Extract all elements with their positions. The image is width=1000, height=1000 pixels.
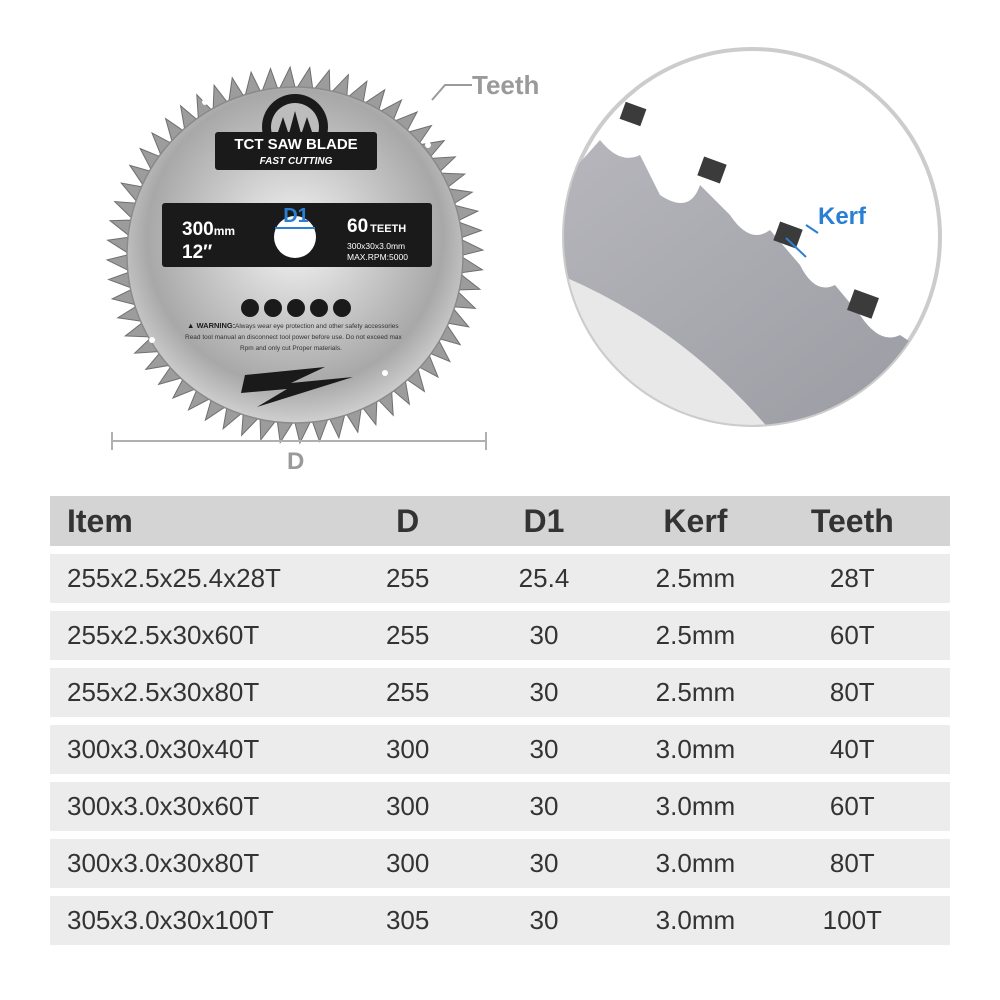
blade-subtitle: FAST CUTTING [259, 156, 333, 167]
cell-kerf: 2.5mm [636, 611, 754, 660]
cell-d1: 30 [452, 896, 636, 945]
cell-item: 255x2.5x30x80T [50, 668, 364, 717]
header-kerf: Kerf [636, 496, 754, 546]
cell-kerf: 3.0mm [636, 896, 754, 945]
table-header-row [50, 496, 950, 546]
kerf-callout-label: Kerf [818, 203, 867, 230]
cell-d: 255 [364, 554, 452, 603]
teeth-pointer [430, 75, 475, 105]
diameter-inch: 12″ [182, 242, 213, 263]
rpm-line: MAX.RPM:5000 [347, 252, 408, 262]
header-d: D [364, 496, 452, 546]
expansion-slot [202, 99, 208, 105]
cell-d1: 30 [452, 725, 636, 774]
cell-kerf: 3.0mm [636, 839, 754, 888]
cell-item: 305x3.0x30x100T [50, 896, 364, 945]
cell-teeth: 40T [755, 725, 950, 774]
expansion-slot [425, 142, 431, 148]
cell-d: 305 [364, 896, 452, 945]
table-row [50, 896, 950, 945]
product-illustration [0, 0, 1000, 490]
cell-d1: 30 [452, 611, 636, 660]
cell-kerf: 2.5mm [636, 668, 754, 717]
table-row [50, 611, 950, 660]
saw-blade-image [95, 55, 495, 455]
header-item: Item [50, 496, 364, 546]
table-row [50, 554, 950, 603]
spec-table [50, 488, 950, 953]
cell-item: 300x3.0x30x60T [50, 782, 364, 831]
cell-d1: 25.4 [452, 554, 636, 603]
expansion-slot [149, 337, 155, 343]
cell-item: 255x2.5x30x60T [50, 611, 364, 660]
cell-teeth: 100T [755, 896, 950, 945]
cell-kerf: 2.5mm [636, 554, 754, 603]
cell-item: 300x3.0x30x40T [50, 725, 364, 774]
spec-line: 300x30x3.0mm [347, 241, 406, 251]
table-row [50, 668, 950, 717]
cell-teeth: 60T [755, 782, 950, 831]
cell-d1: 30 [452, 782, 636, 831]
warning-text-2: Read tool manual an disconnect tool power before use. Do not exceed max [185, 334, 402, 341]
expansion-slot [382, 370, 388, 376]
table-row [50, 839, 950, 888]
cell-kerf: 3.0mm [636, 725, 754, 774]
cell-d: 255 [364, 611, 452, 660]
warning-text-1: Always wear eye protection and other safety accessories [235, 323, 399, 330]
cell-d: 300 [364, 839, 452, 888]
cell-d: 300 [364, 782, 452, 831]
cell-item: 255x2.5x25.4x28T [50, 554, 364, 603]
cell-d: 300 [364, 725, 452, 774]
d1-label: D1 [283, 205, 309, 227]
cell-teeth: 60T [755, 611, 950, 660]
cell-item: 300x3.0x30x80T [50, 839, 364, 888]
teeth-callout-label: Teeth [472, 70, 540, 100]
header-teeth: Teeth [755, 496, 950, 546]
header-d1: D1 [452, 496, 636, 546]
teeth-count: 60 TEETH [347, 216, 407, 237]
cell-teeth: 80T [755, 668, 950, 717]
teeth-zoom-detail [560, 45, 945, 430]
warning-title: ▲ WARNING: [187, 321, 236, 330]
blade-title: TCT SAW BLADE [234, 136, 358, 153]
cell-d1: 30 [452, 839, 636, 888]
cell-d1: 30 [452, 668, 636, 717]
cell-d: 255 [364, 668, 452, 717]
table-row [50, 782, 950, 831]
warning-text-3: Rpm and only cut Proper materials. [240, 345, 342, 352]
cell-teeth: 80T [755, 839, 950, 888]
cell-teeth: 28T [755, 554, 950, 603]
diameter-label: D [287, 448, 305, 475]
table-row [50, 725, 950, 774]
diameter-mm: 300mm [182, 219, 236, 240]
cell-kerf: 3.0mm [636, 782, 754, 831]
